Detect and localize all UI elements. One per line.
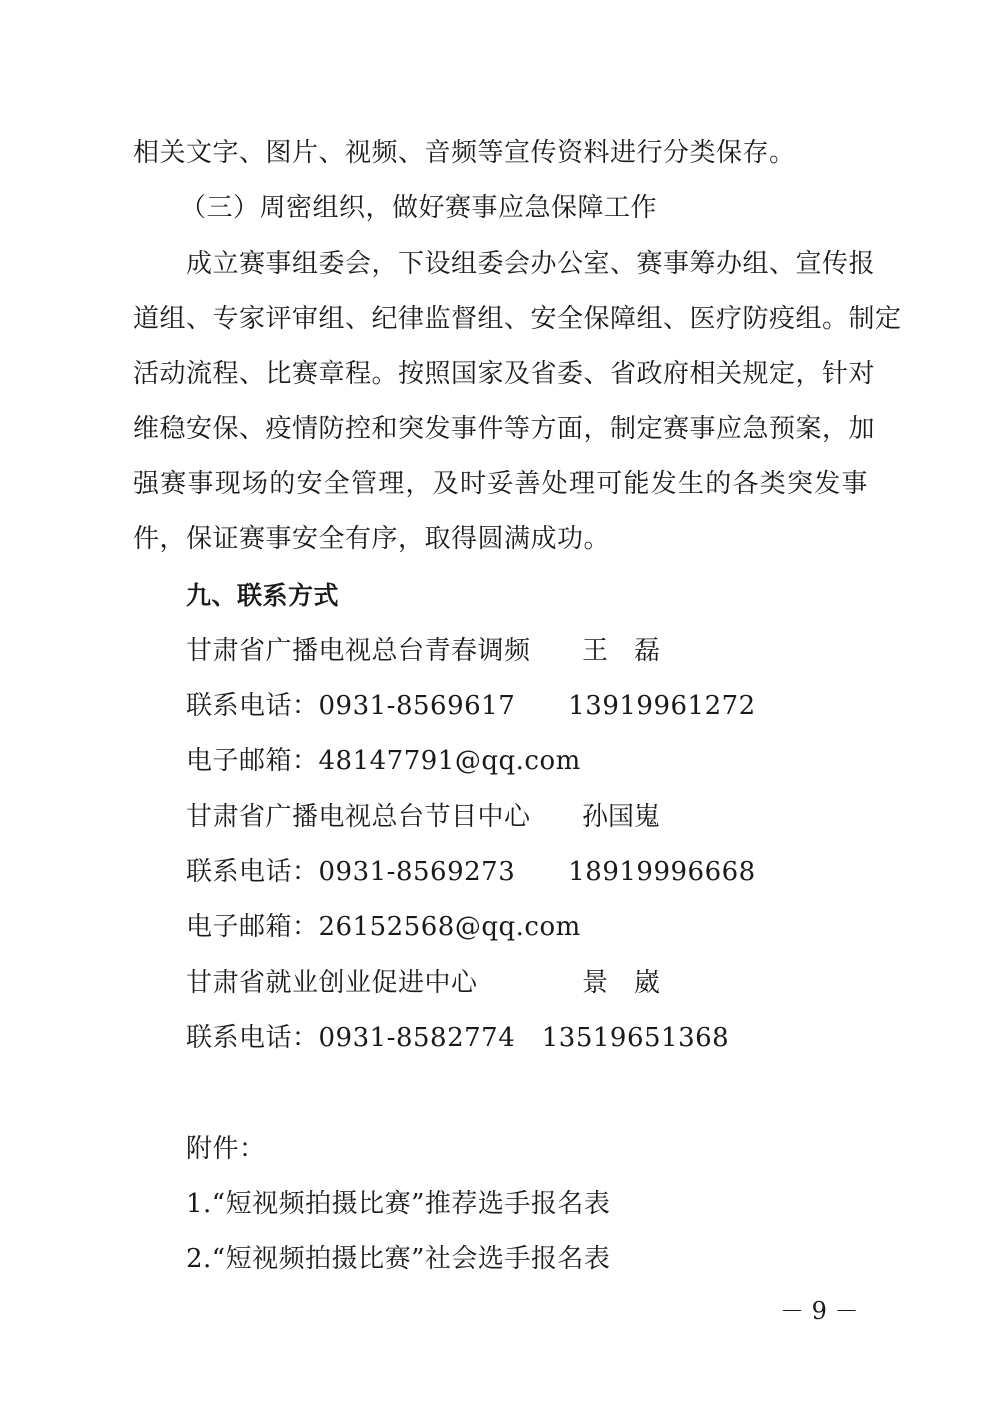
contact-1-email: 电子邮箱：48147791@qq.com bbox=[186, 746, 581, 776]
contact-1-org: 甘肃省广播电视总台青春调频 bbox=[186, 636, 531, 666]
section-3-heading: （三）周密组织，做好赛事应急保障工作 bbox=[180, 193, 658, 223]
section-3-line-1: 成立赛事组委会，下设组委会办公室、赛事筹办组、宣传报 bbox=[186, 249, 876, 279]
contact-3-phone: 联系电话：0931-8582774 13519651368 bbox=[186, 1023, 730, 1053]
contact-2-person: 孙国嵬 bbox=[582, 802, 661, 832]
section-3-line-5: 强赛事现场的安全管理，及时妥善处理可能发生的各类突发事 bbox=[133, 469, 868, 499]
contact-2-phone: 联系电话：0931-8569273 18919996668 bbox=[186, 857, 756, 887]
contact-heading: 九、联系方式 bbox=[186, 581, 340, 610]
section-3-line-4: 维稳安保、疫情防控和突发事件等方面，制定赛事应急预案，加 bbox=[133, 414, 876, 444]
paragraph-intro-line: 相关文字、图片、视频、音频等宣传资料进行分类保存。 bbox=[133, 138, 796, 168]
attachment-item-1: 1.“短视频拍摄比赛”推荐选手报名表 bbox=[186, 1189, 611, 1219]
contact-3-org: 甘肃省就业创业促进中心 bbox=[186, 968, 478, 998]
contact-2-org: 甘肃省广播电视总台节目中心 bbox=[186, 802, 531, 832]
contact-2-email: 电子邮箱：26152568@qq.com bbox=[186, 912, 581, 942]
contact-1-person: 王 磊 bbox=[582, 636, 661, 666]
section-3-line-3: 活动流程、比赛章程。按照国家及省委、省政府相关规定，针对 bbox=[133, 359, 876, 389]
section-3-line-2: 道组、专家评审组、纪律监督组、安全保障组、医疗防疫组。制定 bbox=[133, 304, 902, 334]
attachments-label: 附件： bbox=[186, 1134, 266, 1164]
attachment-item-2: 2.“短视频拍摄比赛”社会选手报名表 bbox=[186, 1244, 611, 1274]
contact-3-person: 景 崴 bbox=[582, 968, 661, 998]
section-3-line-6: 件，保证赛事安全有序，取得圆满成功。 bbox=[133, 524, 611, 554]
contact-1-phone: 联系电话：0931-8569617 13919961272 bbox=[186, 691, 756, 721]
page-number: － 9 － bbox=[780, 1297, 859, 1325]
